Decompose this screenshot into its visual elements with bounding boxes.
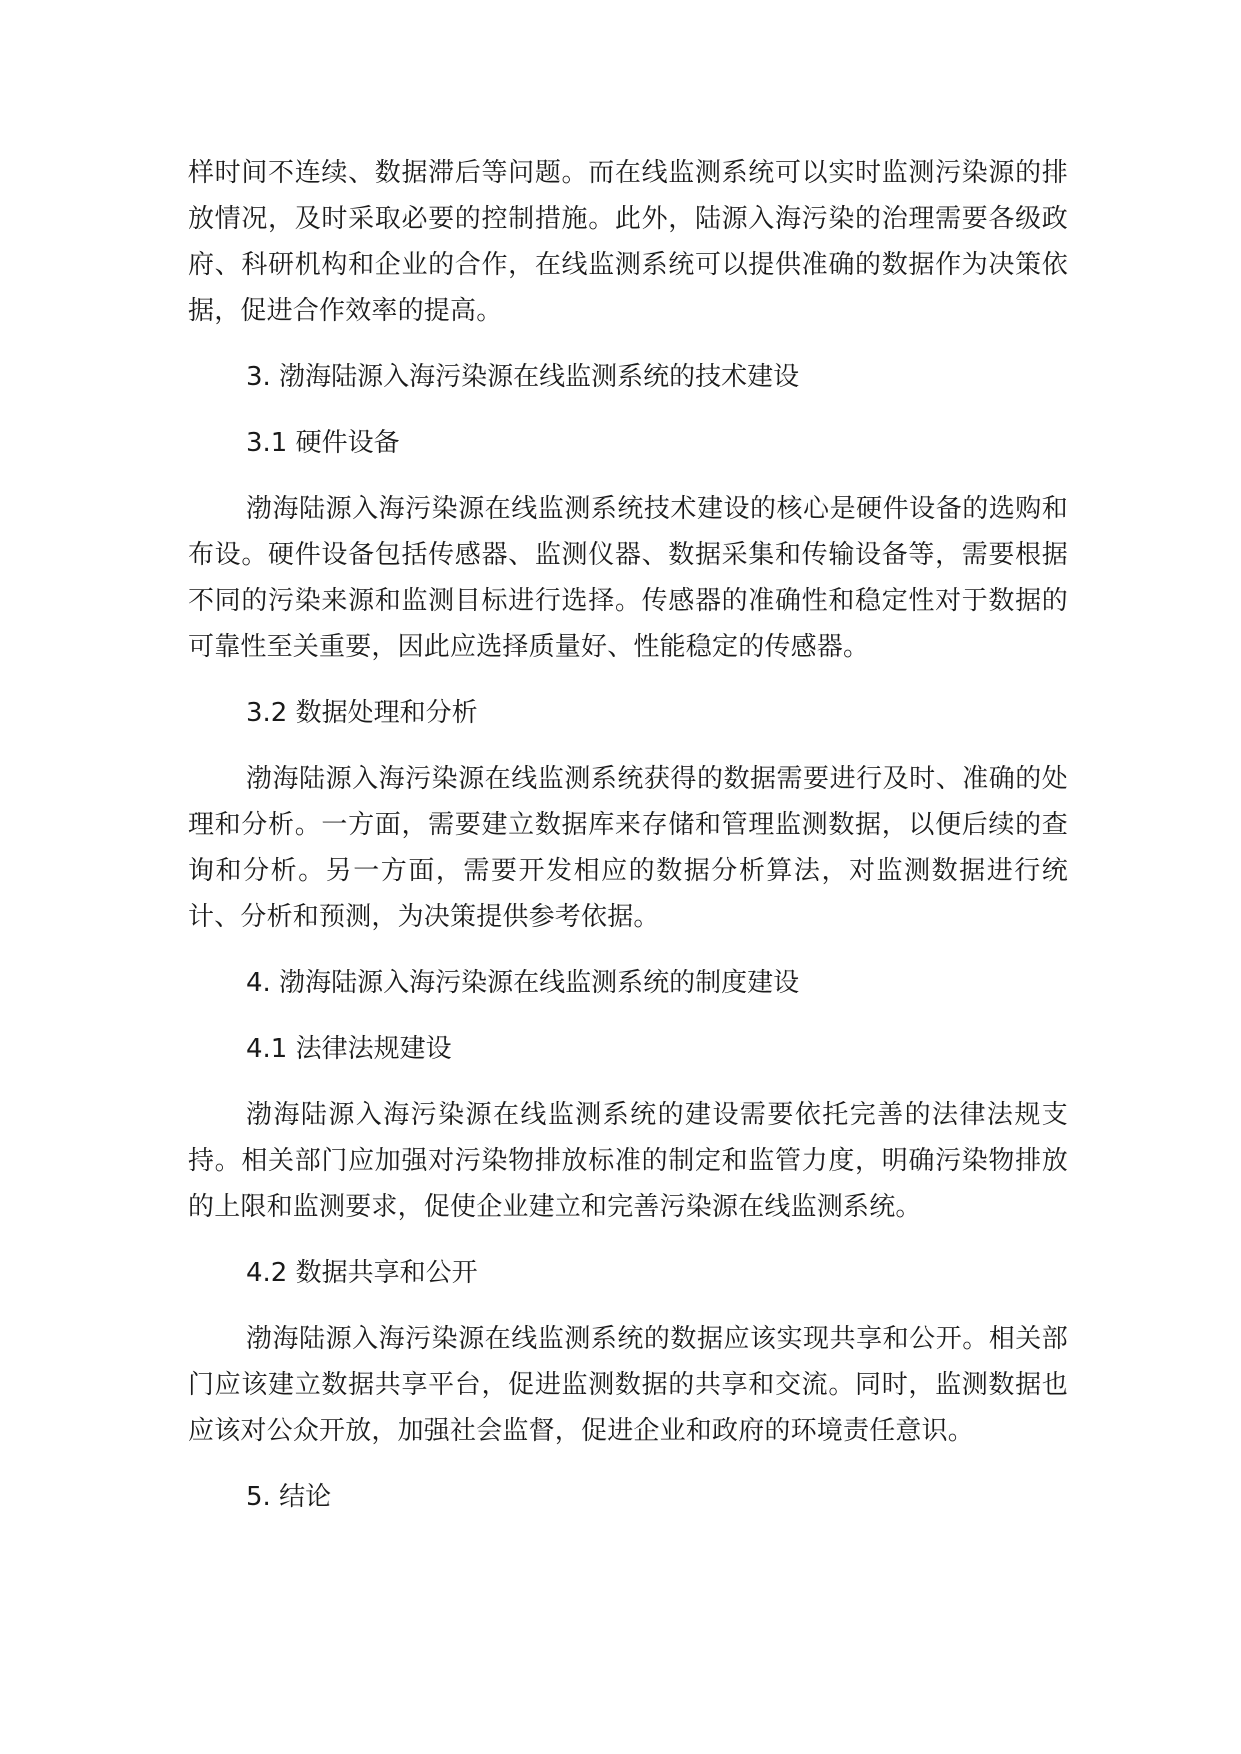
paragraph-data-sharing: 渤海陆源入海污染源在线监测系统的数据应该实现共享和公开。相关部门应该建立数据共享平台，促进监测数据的共享和交流。同时，监测数据也应该对公众开放，加强社会监督，促进企业和政府的环境责任意识。 (188, 1324, 1068, 1446)
subsection-heading-4-1: 4.1 法律法规建设 (246, 1034, 452, 1064)
section-heading-5: 5. 结论 (246, 1482, 332, 1512)
paragraph-hardware: 渤海陆源入海污染源在线监测系统技术建设的核心是硬件设备的选购和布设。硬件设备包括传感器、监测仪器、数据采集和传输设备等，需要根据不同的污染来源和监测目标进行选择。传感器的准确性和稳定性对于数据的可靠性至关重要，因此应选择质量好、性能稳定的传感器。 (188, 494, 1068, 662)
paragraph-data-processing: 渤海陆源入海污染源在线监测系统获得的数据需要进行及时、准确的处理和分析。一方面，需要建立数据库来存储和管理监测数据，以便后续的查询和分析。另一方面，需要开发相应的数据分析算法，对监测数据进行统计、分析和预测，为决策提供参考依据。 (188, 764, 1068, 932)
document-body (188, 150, 1068, 1520)
section-heading-4: 4. 渤海陆源入海污染源在线监测系统的制度建设 (246, 968, 800, 998)
subsection-heading-3-2: 3.2 数据处理和分析 (246, 698, 478, 728)
section-heading-3: 3. 渤海陆源入海污染源在线监测系统的技术建设 (246, 362, 800, 392)
paragraph-legal: 渤海陆源入海污染源在线监测系统的建设需要依托完善的法律法规支持。相关部门应加强对污染物排放标准的制定和监管力度，明确污染物排放的上限和监测要求，促使企业建立和完善污染源在线监测系统。 (188, 1100, 1068, 1222)
paragraph-continuation: 样时间不连续、数据滞后等问题。而在线监测系统可以实时监测污染源的排放情况，及时采取必要的控制措施。此外，陆源入海污染的治理需要各级政府、科研机构和企业的合作，在线监测系统可以提供准确的数据作为决策依据，促进合作效率的提高。 (188, 158, 1068, 326)
subsection-heading-3-1: 3.1 硬件设备 (246, 428, 400, 458)
subsection-heading-4-2: 4.2 数据共享和公开 (246, 1258, 478, 1288)
